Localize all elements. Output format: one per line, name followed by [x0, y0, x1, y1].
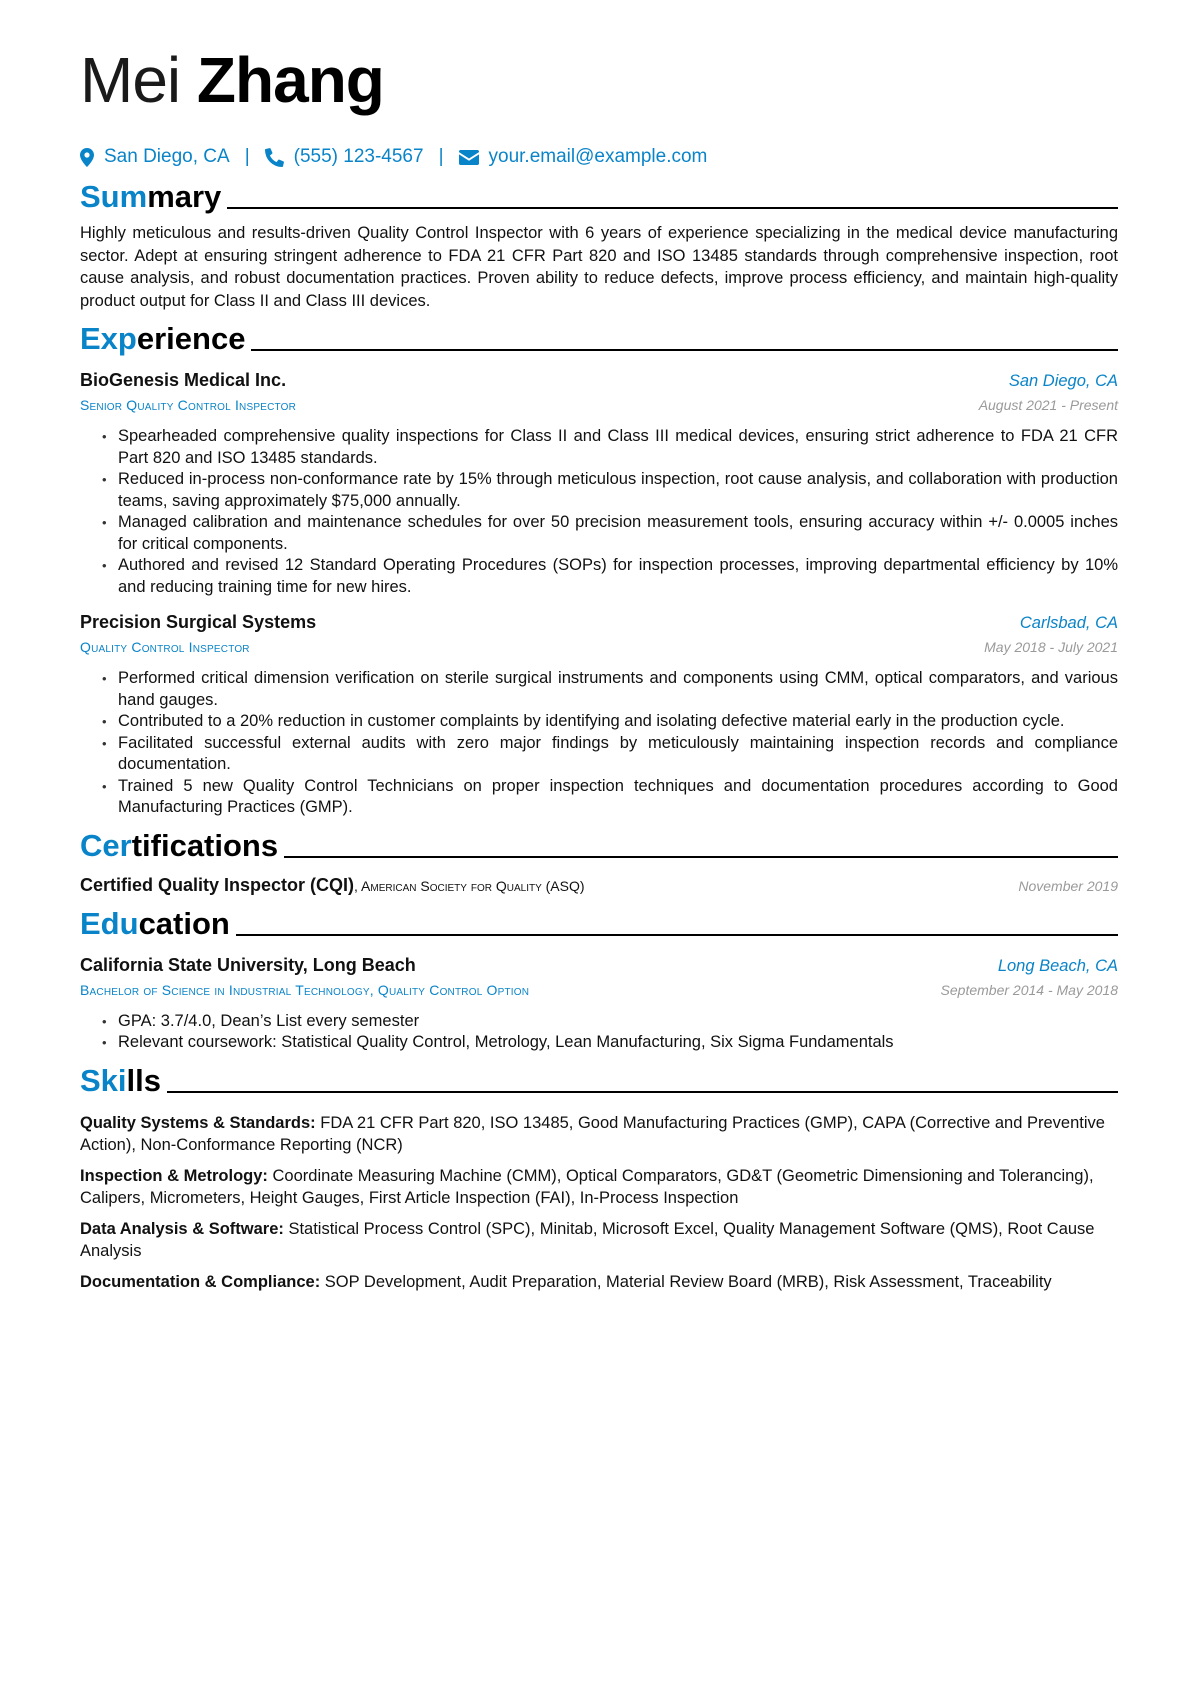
job-bullets	[80, 668, 1118, 819]
experience-entry	[80, 368, 1118, 598]
certifications-section-heading	[80, 827, 1118, 865]
skill-values: SOP Development, Audit Preparation, Material Review Board (MRB), Risk Assessment, Traceability	[320, 1272, 1052, 1291]
skill-category: Data Analysis & Software:	[80, 1219, 284, 1238]
phone-icon	[265, 148, 284, 167]
job-dates: May 2018 - July 2021	[984, 639, 1118, 655]
section-divider	[251, 349, 1118, 351]
resume-page	[80, 40, 1118, 1293]
contact-separator: |	[244, 146, 250, 167]
experience-entry	[80, 610, 1118, 819]
section-title-rest: cation	[138, 905, 230, 941]
contact-separator: |	[438, 146, 444, 167]
envelope-icon	[459, 150, 479, 165]
job-location: Carlsbad, CA	[1019, 614, 1118, 632]
certification-date: November 2019	[1018, 877, 1118, 894]
skill-row	[80, 1165, 1118, 1210]
list-item: • Relevant coursework: Statistical Quality Control, Metrology, Lean Manufacturing, Six Sigma Fundamentals	[102, 1032, 1118, 1054]
skill-category: Documentation & Compliance:	[80, 1272, 321, 1291]
skill-category: Inspection & Metrology:	[80, 1166, 268, 1185]
contact-email-link[interactable]: your.email@example.com	[488, 146, 708, 167]
education-entry	[80, 953, 1118, 1054]
contact-phone-link[interactable]: (555) 123-4567	[293, 146, 424, 167]
certification-entry	[80, 875, 1118, 897]
summary-section-heading	[80, 178, 1118, 216]
education-dates: September 2014 - May 2018	[940, 981, 1118, 998]
certification-issuer: , American Society for Quality (ASQ)	[354, 877, 585, 894]
list-item: • GPA: 3.7/4.0, Dean’s List every semester	[102, 1011, 1118, 1033]
contact-location: San Diego, CA	[104, 146, 230, 167]
list-item: • Managed calibration and maintenance schedules for over 50 precision measurement tools, ensuring accuracy within +/- 0.0005 inches for critical components.	[102, 512, 1118, 555]
job-title: Senior Quality Control Inspector	[80, 397, 297, 413]
section-divider	[227, 207, 1118, 209]
experience-section-heading	[80, 320, 1118, 358]
candidate-name	[80, 40, 1118, 120]
section-title-rest: mary	[147, 179, 222, 214]
section-divider	[167, 1091, 1118, 1093]
education-section-heading	[80, 905, 1118, 943]
section-title-certifications	[80, 827, 278, 865]
skill-values: FDA 21 CFR Part 820, ISO 13485, Good Manufacturing Practices (GMP), CAPA (Corrective and Preventive Action), Non-Conformance Reporting (NCR)	[80, 1113, 1105, 1154]
section-divider	[284, 856, 1118, 858]
skill-row	[80, 1218, 1118, 1263]
section-title-accent: Cer	[80, 827, 132, 863]
list-item: • Performed critical dimension verification on sterile surgical instruments and components using CMM, optical comparators, and various hand gauges.	[102, 668, 1118, 711]
first-name: Mei	[80, 44, 181, 116]
list-item: • Authored and revised 12 Standard Operating Procedures (SOPs) for inspection processes, improving departmental efficiency by 10% and reducing training time for new hires.	[102, 555, 1118, 598]
section-title-accent: Exp	[80, 321, 137, 356]
list-item: • Spearheaded comprehensive quality inspections for Class II and Class III medical devices, ensuring strict adherence to FDA 21 CFR Part 820 and ISO 13485 standards.	[102, 426, 1118, 469]
contact-bar	[80, 142, 1118, 172]
company-name: Precision Surgical Systems	[80, 612, 317, 632]
map-marker-icon	[80, 148, 94, 167]
section-title-rest: erience	[136, 321, 246, 356]
section-title-accent: Sum	[80, 179, 148, 214]
education-bullets	[80, 1011, 1118, 1054]
job-location: San Diego, CA	[1008, 372, 1118, 390]
job-title: Quality Control Inspector	[80, 639, 250, 655]
skill-row	[80, 1271, 1118, 1294]
section-title-rest: lls	[126, 1062, 161, 1098]
list-item: • Contributed to a 20% reduction in customer complaints by identifying and isolating defective material early in the production cycle.	[102, 711, 1118, 733]
certification-name: Certified Quality Inspector (CQI)	[80, 874, 355, 895]
section-title-education	[80, 905, 230, 943]
section-title-accent: Ski	[80, 1062, 127, 1098]
summary-text: Highly meticulous and results-driven Quality Control Inspector with 6 years of experience specializing in the medical device manufacturing sector. Adept at ensuring stringent adherence to FDA 21 CFR Part 820 and ISO 13485 standards through comprehensive inspection, root cause analysis, and robust documentation practices. Proven ability to reduce defects, improve process efficiency, and maintain high-quality product output for Class II and Class III devices.	[80, 224, 1118, 310]
job-dates: August 2021 - Present	[978, 397, 1118, 413]
section-title-accent: Edu	[80, 905, 139, 941]
job-bullets	[80, 426, 1118, 598]
section-title-rest: tifications	[131, 827, 279, 863]
skill-values: Statistical Process Control (SPC), Minitab, Microsoft Excel, Quality Management Software (QMS), Root Cause Analysis	[80, 1219, 1095, 1260]
section-title-summary	[80, 178, 221, 216]
skills-section-heading	[80, 1062, 1118, 1100]
list-item: • Trained 5 new Quality Control Technicians on proper inspection techniques and documentation procedures according to Good Manufacturing Practices (GMP).	[102, 776, 1118, 819]
skill-category: Quality Systems & Standards:	[80, 1113, 316, 1132]
section-title-experience	[80, 320, 245, 358]
school-name: California State University, Long Beach	[80, 954, 416, 975]
list-item: • Facilitated successful external audits with zero major findings by meticulously maintaining inspection records and compliance documentation.	[102, 733, 1118, 776]
school-location: Long Beach, CA	[997, 956, 1118, 975]
degree: Bachelor of Science in Industrial Technology, Quality Control Option	[80, 981, 530, 998]
section-title-skills	[80, 1062, 161, 1100]
company-name: BioGenesis Medical Inc.	[80, 370, 287, 390]
list-item: • Reduced in-process non-conformance rate by 15% through meticulous inspection, root cause analysis, and collaboration with production teams, saving approximately $75,000 annually.	[102, 469, 1118, 512]
section-divider	[236, 934, 1118, 936]
last-name: Zhang	[196, 44, 384, 116]
skill-row	[80, 1112, 1118, 1157]
skill-values: Coordinate Measuring Machine (CMM), Optical Comparators, GD&T (Geometric Dimensioning and Tolerancing), Calipers, Micrometers, Height Gauges, First Article Inspection (FAI), In-Process Inspection	[80, 1166, 1094, 1207]
